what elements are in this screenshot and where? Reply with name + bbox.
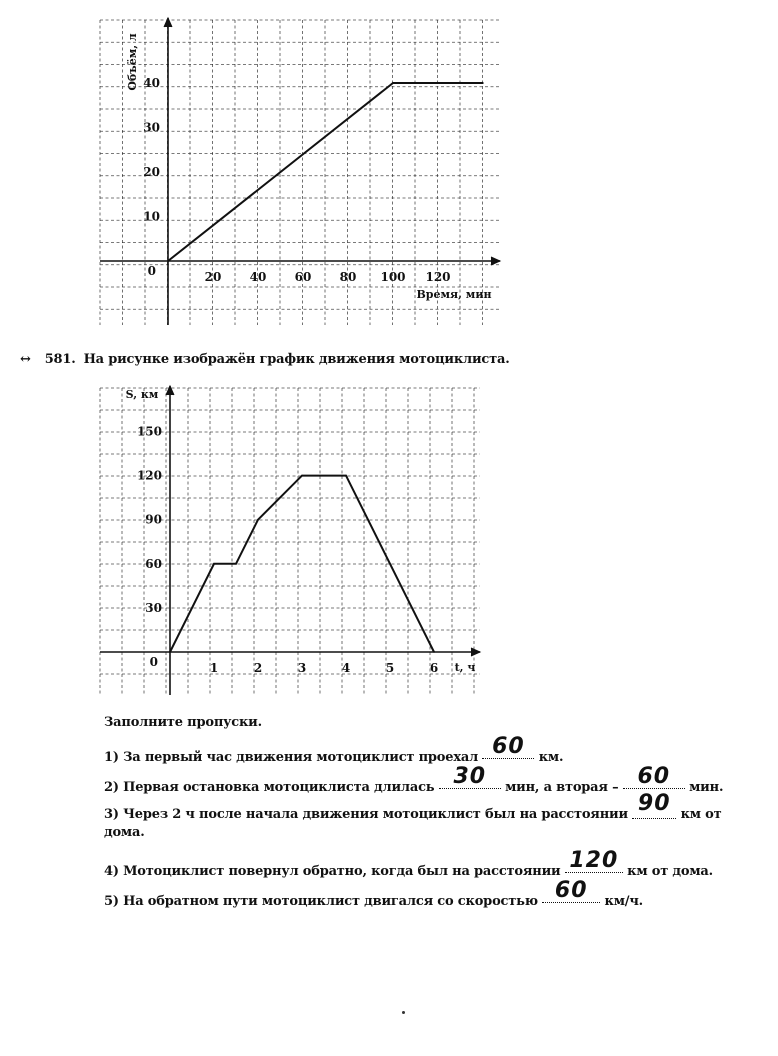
data-point (301, 475, 303, 477)
y-axis-label: S, км (125, 388, 159, 401)
q3-text-cont: дома. (104, 825, 145, 840)
double-arrow-icon: ↔ (20, 352, 31, 367)
q2-answer-1: 30 (453, 764, 487, 789)
q1-text-after: км. (538, 750, 564, 765)
motorcyclist-distance-chart (0, 370, 778, 710)
stray-dot (402, 1011, 405, 1014)
x-axis-arrow-icon (471, 648, 480, 656)
data-point (257, 519, 259, 521)
x-tick-label: 120 (425, 270, 451, 284)
x-tick-label: 60 (294, 270, 312, 284)
q3-answer-field[interactable] (632, 791, 676, 819)
x-axis-label: Время, мин (416, 288, 492, 301)
q5-text-after: км/ч. (604, 894, 644, 909)
x-tick-label: 2 (253, 661, 263, 675)
q2-answer-2: 60 (637, 764, 671, 789)
y-tick-label: 30 (143, 120, 160, 135)
y-tick-label: 120 (136, 468, 162, 483)
q2-text-middle: мин, а вторая – (505, 780, 619, 795)
data-point (433, 651, 435, 653)
q4-text-after: км от дома. (627, 864, 713, 879)
volume-time-chart (0, 0, 778, 340)
q1-text-before: 1) За первый час движения мотоциклист проехал (104, 750, 479, 765)
q4-text-before: 4) Мотоциклист повернул обратно, когда был на расстоянии (104, 864, 561, 879)
x-tick-label: 40 (249, 270, 267, 284)
y-tick-label: 150 (136, 424, 162, 439)
q1-answer-field[interactable] (482, 734, 534, 759)
data-point (235, 563, 237, 565)
question-5 (104, 878, 769, 914)
q5-text-before: 5) На обратном пути мотоциклист двигался со скоростью (104, 894, 538, 909)
question-3 (104, 791, 769, 824)
q2-text-after: мин. (689, 780, 724, 795)
x-tick-label: 3 (297, 661, 307, 675)
q2-answer2-field[interactable] (623, 764, 685, 789)
data-point (169, 651, 171, 653)
problem-581-statement (20, 352, 510, 367)
y-axis-label: Объём, л (126, 33, 139, 91)
y-tick-label: 60 (145, 556, 162, 571)
q4-answer-field[interactable] (565, 848, 623, 873)
question-3-continuation (104, 824, 769, 854)
x-tick-label: 1 (209, 661, 219, 675)
x-tick-label: 5 (385, 661, 395, 675)
y-tick-label: 10 (143, 209, 160, 224)
data-point (392, 82, 394, 84)
origin-label: 0 (149, 655, 158, 669)
y-tick-label: 90 (145, 512, 162, 527)
q2-answer1-field[interactable] (439, 764, 501, 789)
data-point (482, 82, 484, 84)
q3-text-before: 3) Через 2 ч после начала движения мотоциклист был на расстоянии (104, 807, 628, 822)
data-point (345, 475, 347, 477)
x-tick-label: 6 (429, 661, 439, 675)
question-4 (104, 848, 769, 884)
x-tick-label: 100 (380, 270, 406, 284)
series-line (168, 83, 483, 261)
q3-text-after: км от (680, 807, 722, 822)
x-tick-label: 80 (339, 270, 357, 284)
x-axis-label: t, ч (454, 661, 476, 674)
x-tick-label: 4 (341, 661, 351, 675)
y-tick-label: 20 (143, 165, 160, 179)
y-tick-label: 40 (143, 76, 160, 90)
y-axis-arrow-icon (166, 386, 174, 395)
x-axis-arrow-icon (491, 257, 500, 265)
q3-answer: 90 (637, 791, 671, 816)
data-point (167, 260, 169, 262)
q4-answer: 120 (569, 848, 619, 873)
y-tick-label: 30 (145, 600, 162, 615)
x-tick-label: 20 (204, 270, 222, 284)
q1-answer: 60 (492, 734, 525, 759)
q2-text-before: 2) Первая остановка мотоциклиста длилась (104, 780, 435, 795)
exercise-text (104, 712, 769, 914)
origin-label: 0 (147, 264, 156, 278)
data-point (213, 563, 215, 565)
y-axis-arrow-icon (164, 18, 172, 27)
q5-answer: 60 (554, 878, 588, 903)
q5-answer-field[interactable] (542, 878, 600, 903)
problem-number: 581. (44, 352, 76, 367)
problem-text: На рисунке изображён график движения мотоциклиста. (83, 352, 510, 367)
instructions: Заполните пропуски. (104, 715, 262, 730)
